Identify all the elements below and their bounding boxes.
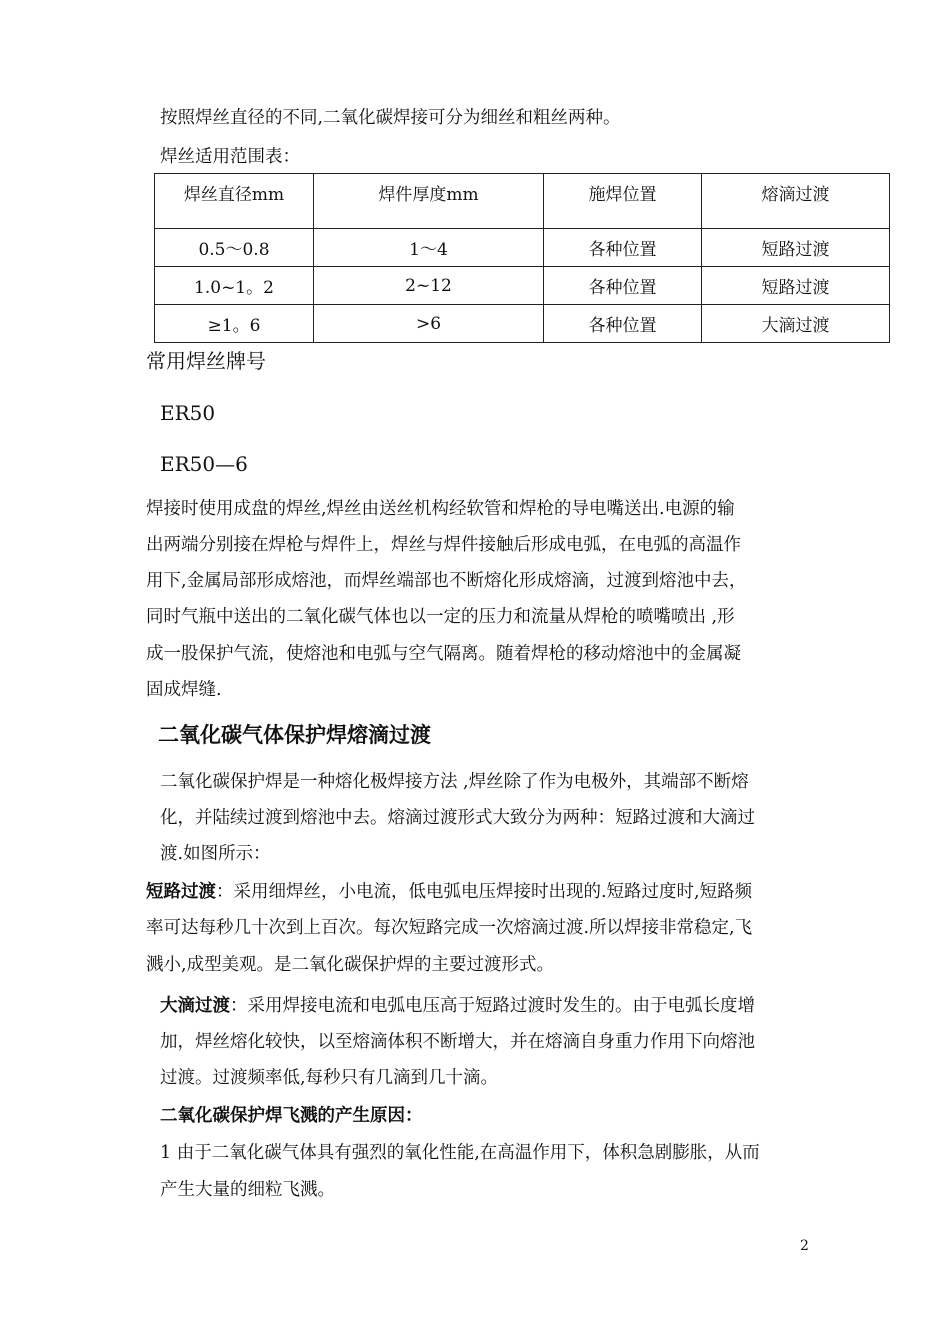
table-cell: 各种位置 — [544, 267, 702, 305]
table-header-cell: 焊件厚度mm — [314, 174, 544, 229]
table-header-cell: 焊丝直径mm — [155, 174, 314, 229]
table-cell: ≥1。6 — [155, 305, 314, 343]
wire-range-table — [154, 173, 890, 343]
page-number: 2 — [800, 1238, 809, 1254]
globular-text: ：采用焊接电流和电弧电压高于短路过渡时发生的。由于电弧长度增 — [230, 996, 755, 1016]
globular-paragraph — [160, 994, 755, 1018]
wire-brand-item: ER50—6 — [160, 452, 248, 476]
table-cell: 大滴过渡 — [702, 305, 890, 343]
table-header-cell: 熔滴过渡 — [702, 174, 890, 229]
transfer-line: 化，并陆续过渡到熔池中去。熔滴过渡形式大致分为两种：短路过渡和大滴过 — [160, 808, 755, 828]
table-cell: 各种位置 — [544, 229, 702, 267]
short-circuit-paragraph — [146, 880, 752, 904]
process-line: 同时气瓶中送出的二氧化碳气体也以一定的压力和流量从焊枪的喷嘴喷出 ,形 — [146, 607, 735, 627]
brands-title: 常用焊丝牌号 — [146, 349, 266, 373]
wire-brand-item: ER50 — [160, 401, 216, 425]
table-row — [155, 229, 890, 267]
spatter-title: 二氧化碳保护焊飞溅的产生原因： — [160, 1106, 423, 1126]
table-cell: 短路过渡 — [702, 267, 890, 305]
intro-paragraph: 按照焊丝直径的不同,二氧化碳焊接可分为细丝和粗丝两种。 — [160, 108, 621, 128]
globular-label: 大滴过渡 — [160, 996, 230, 1016]
table-header-row — [155, 174, 890, 229]
transfer-line: 二氧化碳保护焊是一种熔化极焊接方法 ,焊丝除了作为电极外，其端部不断熔 — [160, 772, 749, 792]
process-line: 出两端分别接在焊枪与焊件上，焊丝与焊件接触后形成电弧，在电弧的高温作 — [146, 535, 741, 555]
process-line: 用下,金属局部形成熔池，而焊丝端部也不断熔化形成熔滴，过渡到熔池中去， — [146, 571, 747, 591]
transfer-line: 渡.如图所示： — [160, 844, 271, 864]
table-cell: 0.5～0.8 — [155, 229, 314, 267]
short-circuit-line: 率可达每秒几十次到上百次。每次短路完成一次熔滴过渡.所以焊接非常稳定,飞 — [146, 918, 753, 938]
table-row — [155, 305, 890, 343]
table-cell: 短路过渡 — [702, 229, 890, 267]
table-cell: 2~12 — [314, 267, 544, 305]
short-circuit-line: 溅小,成型美观。是二氧化碳保护焊的主要过渡形式。 — [146, 955, 555, 975]
table-cell: 各种位置 — [544, 305, 702, 343]
table-cell: 1.0~1。2 — [155, 267, 314, 305]
globular-line: 加，焊丝熔化较快，以至熔滴体积不断增大，并在熔滴自身重力作用下向熔池 — [160, 1032, 755, 1052]
spatter-line: 产生大量的细粒飞溅。 — [160, 1180, 335, 1200]
short-circuit-label: 短路过渡 — [146, 882, 216, 902]
table-row — [155, 267, 890, 305]
table-header-cell: 施焊位置 — [544, 174, 702, 229]
short-circuit-text: ：采用细焊丝，小电流，低电弧电压焊接时出现的.短路过度时,短路频 — [216, 882, 753, 902]
spatter-line: 1 由于二氧化碳气体具有强烈的氧化性能,在高温作用下，体积急剧膨胀，从而 — [160, 1143, 760, 1163]
globular-line: 过渡。过渡频率低,每秒只有几滴到几十滴。 — [160, 1068, 499, 1088]
table-caption: 焊丝适用范围表： — [160, 147, 300, 167]
table-cell: >6 — [314, 305, 544, 343]
process-line: 固成焊缝. — [146, 680, 222, 700]
section-heading: 二氧化碳气体保护焊熔滴过渡 — [158, 723, 431, 747]
process-line: 成一股保护气流，使熔池和电弧与空气隔离。随着焊枪的移动熔池中的金属凝 — [146, 644, 741, 664]
table-cell: 1～4 — [314, 229, 544, 267]
process-line: 焊接时使用成盘的焊丝,焊丝由送丝机构经软管和焊枪的导电嘴送出.电源的输 — [146, 499, 735, 519]
